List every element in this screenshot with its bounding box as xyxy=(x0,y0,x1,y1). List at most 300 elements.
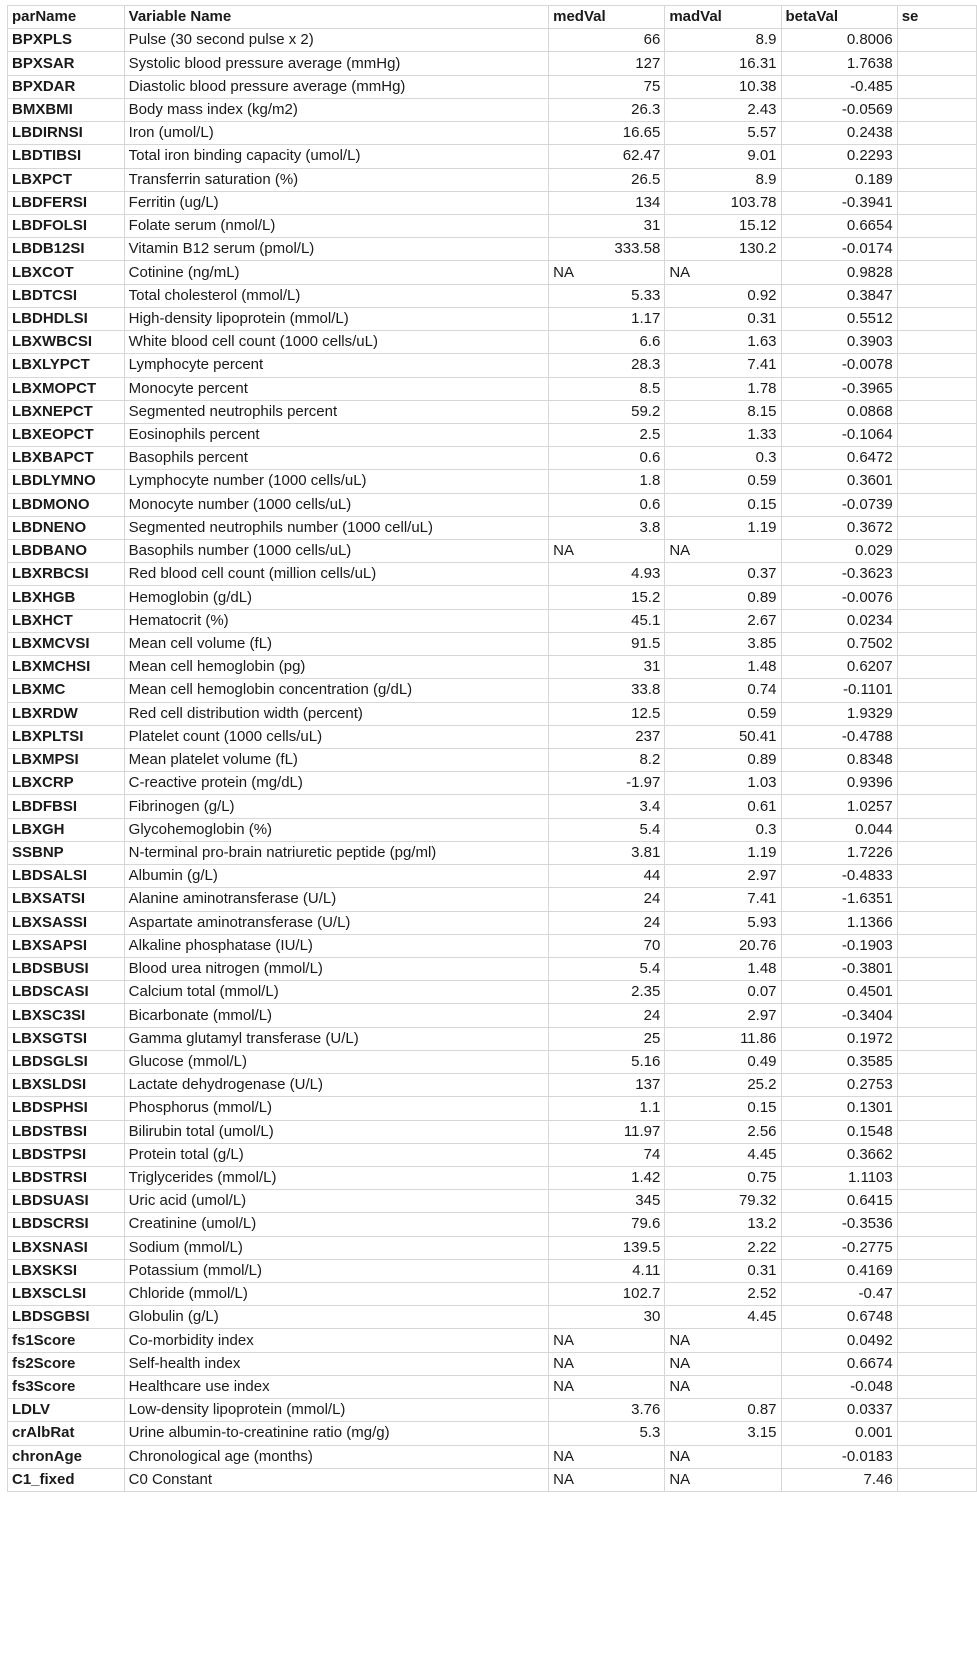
cell-madval[interactable]: 1.33 xyxy=(665,423,781,446)
cell-betaval[interactable]: -0.0078 xyxy=(781,354,897,377)
cell-madval[interactable]: 0.89 xyxy=(665,749,781,772)
cell-parname[interactable]: LBDSTBSI xyxy=(8,1120,125,1143)
cell-betaval[interactable]: 0.0337 xyxy=(781,1399,897,1422)
cell-se[interactable] xyxy=(897,1120,976,1143)
cell-parname[interactable]: LBDIRNSI xyxy=(8,122,125,145)
cell-medval[interactable]: 237 xyxy=(549,725,665,748)
cell-parname[interactable]: LBXHGB xyxy=(8,586,125,609)
cell-parname[interactable]: LBXRBCSI xyxy=(8,563,125,586)
cell-variable-name[interactable]: Mean cell hemoglobin (pg) xyxy=(124,656,548,679)
cell-se[interactable] xyxy=(897,493,976,516)
cell-betaval[interactable]: -0.3404 xyxy=(781,1004,897,1027)
cell-se[interactable] xyxy=(897,865,976,888)
cell-se[interactable] xyxy=(897,1236,976,1259)
cell-medval[interactable]: 5.16 xyxy=(549,1050,665,1073)
cell-parname[interactable]: BPXPLS xyxy=(8,29,125,52)
cell-medval[interactable]: 6.6 xyxy=(549,331,665,354)
cell-parname[interactable]: LBDLYMNO xyxy=(8,470,125,493)
cell-medval[interactable]: 1.17 xyxy=(549,307,665,330)
cell-medval[interactable]: 62.47 xyxy=(549,145,665,168)
cell-betaval[interactable]: -0.048 xyxy=(781,1375,897,1398)
cell-parname[interactable]: LBDFOLSI xyxy=(8,214,125,237)
cell-betaval[interactable]: -0.4833 xyxy=(781,865,897,888)
cell-medval[interactable]: 26.3 xyxy=(549,98,665,121)
cell-parname[interactable]: BMXBMI xyxy=(8,98,125,121)
cell-variable-name[interactable]: Red blood cell count (million cells/uL) xyxy=(124,563,548,586)
cell-betaval[interactable]: 1.1366 xyxy=(781,911,897,934)
cell-variable-name[interactable]: Urine albumin-to-creatinine ratio (mg/g) xyxy=(124,1422,548,1445)
cell-parname[interactable]: LBXWBCSI xyxy=(8,331,125,354)
cell-madval[interactable]: 2.67 xyxy=(665,609,781,632)
cell-se[interactable] xyxy=(897,238,976,261)
cell-parname[interactable]: LBDTIBSI xyxy=(8,145,125,168)
cell-variable-name[interactable]: Bilirubin total (umol/L) xyxy=(124,1120,548,1143)
cell-se[interactable] xyxy=(897,470,976,493)
cell-betaval[interactable]: 1.0257 xyxy=(781,795,897,818)
cell-parname[interactable]: LBXSGTSI xyxy=(8,1027,125,1050)
cell-betaval[interactable]: -0.1101 xyxy=(781,679,897,702)
cell-medval[interactable]: 0.6 xyxy=(549,447,665,470)
cell-madval[interactable]: 1.19 xyxy=(665,841,781,864)
cell-betaval[interactable]: 0.2438 xyxy=(781,122,897,145)
cell-madval[interactable]: NA xyxy=(665,1468,781,1491)
cell-betaval[interactable]: 0.6654 xyxy=(781,214,897,237)
cell-variable-name[interactable]: Systolic blood pressure average (mmHg) xyxy=(124,52,548,75)
cell-parname[interactable]: SSBNP xyxy=(8,841,125,864)
cell-variable-name[interactable]: Lactate dehydrogenase (U/L) xyxy=(124,1074,548,1097)
cell-se[interactable] xyxy=(897,191,976,214)
cell-madval[interactable]: 0.37 xyxy=(665,563,781,586)
cell-medval[interactable]: 2.35 xyxy=(549,981,665,1004)
cell-betaval[interactable]: 1.9329 xyxy=(781,702,897,725)
cell-variable-name[interactable]: Glycohemoglobin (%) xyxy=(124,818,548,841)
cell-se[interactable] xyxy=(897,400,976,423)
cell-medval[interactable]: 8.5 xyxy=(549,377,665,400)
cell-se[interactable] xyxy=(897,888,976,911)
cell-betaval[interactable]: 0.6674 xyxy=(781,1352,897,1375)
cell-parname[interactable]: LBXEOPCT xyxy=(8,423,125,446)
cell-variable-name[interactable]: Body mass index (kg/m2) xyxy=(124,98,548,121)
cell-medval[interactable]: 5.4 xyxy=(549,818,665,841)
cell-parname[interactable]: chronAge xyxy=(8,1445,125,1468)
cell-se[interactable] xyxy=(897,563,976,586)
cell-variable-name[interactable]: Globulin (g/L) xyxy=(124,1306,548,1329)
cell-parname[interactable]: LBXPLTSI xyxy=(8,725,125,748)
cell-variable-name[interactable]: Aspartate aminotransferase (U/L) xyxy=(124,911,548,934)
cell-medval[interactable]: 12.5 xyxy=(549,702,665,725)
cell-medval[interactable]: 44 xyxy=(549,865,665,888)
cell-parname[interactable]: LBDMONO xyxy=(8,493,125,516)
cell-parname[interactable]: fs2Score xyxy=(8,1352,125,1375)
cell-betaval[interactable]: 0.0868 xyxy=(781,400,897,423)
cell-variable-name[interactable]: Alkaline phosphatase (IU/L) xyxy=(124,934,548,957)
cell-parname[interactable]: LBXMPSI xyxy=(8,749,125,772)
cell-betaval[interactable]: 0.0492 xyxy=(781,1329,897,1352)
cell-madval[interactable]: NA xyxy=(665,261,781,284)
cell-se[interactable] xyxy=(897,540,976,563)
cell-se[interactable] xyxy=(897,1190,976,1213)
cell-variable-name[interactable]: Phosphorus (mmol/L) xyxy=(124,1097,548,1120)
cell-madval[interactable]: 2.97 xyxy=(665,1004,781,1027)
cell-se[interactable] xyxy=(897,911,976,934)
cell-variable-name[interactable]: C-reactive protein (mg/dL) xyxy=(124,772,548,795)
cell-betaval[interactable]: 0.029 xyxy=(781,540,897,563)
cell-medval[interactable]: 31 xyxy=(549,656,665,679)
cell-variable-name[interactable]: High-density lipoprotein (mmol/L) xyxy=(124,307,548,330)
cell-medval[interactable]: 1.8 xyxy=(549,470,665,493)
cell-variable-name[interactable]: Mean cell volume (fL) xyxy=(124,632,548,655)
cell-se[interactable] xyxy=(897,377,976,400)
cell-madval[interactable]: 0.3 xyxy=(665,818,781,841)
cell-betaval[interactable]: -0.3941 xyxy=(781,191,897,214)
cell-se[interactable] xyxy=(897,75,976,98)
cell-parname[interactable]: LBXRDW xyxy=(8,702,125,725)
cell-se[interactable] xyxy=(897,632,976,655)
cell-madval[interactable]: 0.87 xyxy=(665,1399,781,1422)
cell-betaval[interactable]: 0.1548 xyxy=(781,1120,897,1143)
cell-parname[interactable]: LBDSCASI xyxy=(8,981,125,1004)
cell-madval[interactable]: NA xyxy=(665,1375,781,1398)
cell-madval[interactable]: 130.2 xyxy=(665,238,781,261)
cell-betaval[interactable]: -0.1064 xyxy=(781,423,897,446)
cell-variable-name[interactable]: Red cell distribution width (percent) xyxy=(124,702,548,725)
header-medval[interactable]: medVal xyxy=(549,6,665,29)
cell-parname[interactable]: LBXSASSI xyxy=(8,911,125,934)
cell-medval[interactable]: 333.58 xyxy=(549,238,665,261)
cell-variable-name[interactable]: Uric acid (umol/L) xyxy=(124,1190,548,1213)
cell-parname[interactable]: LBXNEPCT xyxy=(8,400,125,423)
cell-variable-name[interactable]: Hematocrit (%) xyxy=(124,609,548,632)
cell-betaval[interactable]: 0.1972 xyxy=(781,1027,897,1050)
cell-parname[interactable]: LBXCOT xyxy=(8,261,125,284)
cell-madval[interactable]: 50.41 xyxy=(665,725,781,748)
cell-madval[interactable]: 16.31 xyxy=(665,52,781,75)
cell-variable-name[interactable]: White blood cell count (1000 cells/uL) xyxy=(124,331,548,354)
cell-se[interactable] xyxy=(897,331,976,354)
cell-se[interactable] xyxy=(897,1399,976,1422)
cell-medval[interactable]: 31 xyxy=(549,214,665,237)
cell-betaval[interactable]: 0.3847 xyxy=(781,284,897,307)
cell-se[interactable] xyxy=(897,284,976,307)
cell-se[interactable] xyxy=(897,1306,976,1329)
cell-se[interactable] xyxy=(897,1050,976,1073)
cell-madval[interactable]: 0.15 xyxy=(665,493,781,516)
cell-medval[interactable]: 1.1 xyxy=(549,1097,665,1120)
cell-medval[interactable]: 66 xyxy=(549,29,665,52)
cell-se[interactable] xyxy=(897,749,976,772)
cell-medval[interactable]: NA xyxy=(549,261,665,284)
cell-variable-name[interactable]: Creatinine (umol/L) xyxy=(124,1213,548,1236)
cell-madval[interactable]: 3.85 xyxy=(665,632,781,655)
cell-parname[interactable]: LBDHDLSI xyxy=(8,307,125,330)
cell-parname[interactable]: LBXMC xyxy=(8,679,125,702)
cell-parname[interactable]: BPXDAR xyxy=(8,75,125,98)
cell-medval[interactable]: 24 xyxy=(549,888,665,911)
cell-medval[interactable]: NA xyxy=(549,1468,665,1491)
cell-variable-name[interactable]: Chloride (mmol/L) xyxy=(124,1283,548,1306)
cell-parname[interactable]: LBXMCHSI xyxy=(8,656,125,679)
cell-se[interactable] xyxy=(897,1352,976,1375)
cell-madval[interactable]: 0.74 xyxy=(665,679,781,702)
cell-se[interactable] xyxy=(897,1375,976,1398)
cell-variable-name[interactable]: Lymphocyte number (1000 cells/uL) xyxy=(124,470,548,493)
cell-medval[interactable]: 5.3 xyxy=(549,1422,665,1445)
cell-se[interactable] xyxy=(897,586,976,609)
cell-betaval[interactable]: -0.47 xyxy=(781,1283,897,1306)
cell-medval[interactable]: 74 xyxy=(549,1143,665,1166)
cell-variable-name[interactable]: Albumin (g/L) xyxy=(124,865,548,888)
cell-madval[interactable]: 2.22 xyxy=(665,1236,781,1259)
cell-betaval[interactable]: 0.3585 xyxy=(781,1050,897,1073)
cell-madval[interactable]: 8.9 xyxy=(665,29,781,52)
cell-parname[interactable]: LBDB12SI xyxy=(8,238,125,261)
cell-se[interactable] xyxy=(897,818,976,841)
cell-variable-name[interactable]: Potassium (mmol/L) xyxy=(124,1259,548,1282)
cell-betaval[interactable]: 0.6207 xyxy=(781,656,897,679)
cell-parname[interactable]: LBDBANO xyxy=(8,540,125,563)
cell-madval[interactable]: 0.07 xyxy=(665,981,781,1004)
cell-betaval[interactable]: 0.0234 xyxy=(781,609,897,632)
cell-medval[interactable]: 127 xyxy=(549,52,665,75)
cell-se[interactable] xyxy=(897,795,976,818)
cell-medval[interactable]: 16.65 xyxy=(549,122,665,145)
cell-se[interactable] xyxy=(897,307,976,330)
cell-parname[interactable]: LBDFERSI xyxy=(8,191,125,214)
cell-medval[interactable]: 75 xyxy=(549,75,665,98)
cell-medval[interactable]: 139.5 xyxy=(549,1236,665,1259)
cell-betaval[interactable]: 0.044 xyxy=(781,818,897,841)
cell-madval[interactable]: 1.48 xyxy=(665,957,781,980)
cell-betaval[interactable]: 0.3662 xyxy=(781,1143,897,1166)
cell-madval[interactable]: NA xyxy=(665,1352,781,1375)
cell-se[interactable] xyxy=(897,656,976,679)
cell-betaval[interactable]: -0.3965 xyxy=(781,377,897,400)
cell-medval[interactable]: 91.5 xyxy=(549,632,665,655)
cell-betaval[interactable]: 0.8006 xyxy=(781,29,897,52)
cell-parname[interactable]: LBDSGBSI xyxy=(8,1306,125,1329)
cell-madval[interactable]: 2.97 xyxy=(665,865,781,888)
cell-betaval[interactable]: 7.46 xyxy=(781,1468,897,1491)
cell-parname[interactable]: LBXSAPSI xyxy=(8,934,125,957)
cell-se[interactable] xyxy=(897,1422,976,1445)
cell-parname[interactable]: LBXMOPCT xyxy=(8,377,125,400)
cell-variable-name[interactable]: Pulse (30 second pulse x 2) xyxy=(124,29,548,52)
cell-madval[interactable]: 3.15 xyxy=(665,1422,781,1445)
cell-betaval[interactable]: 0.8348 xyxy=(781,749,897,772)
header-betaval[interactable]: betaVal xyxy=(781,6,897,29)
cell-medval[interactable]: 11.97 xyxy=(549,1120,665,1143)
cell-madval[interactable]: 7.41 xyxy=(665,888,781,911)
cell-se[interactable] xyxy=(897,261,976,284)
cell-variable-name[interactable]: Triglycerides (mmol/L) xyxy=(124,1166,548,1189)
cell-betaval[interactable]: 0.4501 xyxy=(781,981,897,1004)
cell-variable-name[interactable]: Gamma glutamyl transferase (U/L) xyxy=(124,1027,548,1050)
cell-betaval[interactable]: 0.2293 xyxy=(781,145,897,168)
cell-se[interactable] xyxy=(897,145,976,168)
cell-madval[interactable]: 0.59 xyxy=(665,702,781,725)
cell-parname[interactable]: LBXHCT xyxy=(8,609,125,632)
cell-medval[interactable]: NA xyxy=(549,540,665,563)
cell-medval[interactable]: 4.93 xyxy=(549,563,665,586)
cell-se[interactable] xyxy=(897,447,976,470)
cell-medval[interactable]: 45.1 xyxy=(549,609,665,632)
cell-se[interactable] xyxy=(897,679,976,702)
cell-parname[interactable]: LBXLYPCT xyxy=(8,354,125,377)
cell-parname[interactable]: LBDSBUSI xyxy=(8,957,125,980)
cell-medval[interactable]: 25 xyxy=(549,1027,665,1050)
cell-variable-name[interactable]: Hemoglobin (g/dL) xyxy=(124,586,548,609)
cell-betaval[interactable]: 0.001 xyxy=(781,1422,897,1445)
cell-se[interactable] xyxy=(897,772,976,795)
cell-se[interactable] xyxy=(897,214,976,237)
cell-se[interactable] xyxy=(897,1329,976,1352)
cell-madval[interactable]: 5.57 xyxy=(665,122,781,145)
cell-se[interactable] xyxy=(897,1074,976,1097)
cell-medval[interactable]: 33.8 xyxy=(549,679,665,702)
cell-madval[interactable]: 79.32 xyxy=(665,1190,781,1213)
cell-variable-name[interactable]: Blood urea nitrogen (mmol/L) xyxy=(124,957,548,980)
cell-variable-name[interactable]: Low-density lipoprotein (mmol/L) xyxy=(124,1399,548,1422)
cell-madval[interactable]: 0.75 xyxy=(665,1166,781,1189)
cell-se[interactable] xyxy=(897,52,976,75)
cell-parname[interactable]: fs1Score xyxy=(8,1329,125,1352)
cell-madval[interactable]: 0.15 xyxy=(665,1097,781,1120)
cell-se[interactable] xyxy=(897,1166,976,1189)
cell-parname[interactable]: LBDSPHSI xyxy=(8,1097,125,1120)
cell-se[interactable] xyxy=(897,981,976,1004)
cell-se[interactable] xyxy=(897,1004,976,1027)
cell-madval[interactable]: 1.19 xyxy=(665,516,781,539)
header-se[interactable]: se xyxy=(897,6,976,29)
cell-madval[interactable]: 5.93 xyxy=(665,911,781,934)
cell-betaval[interactable]: -0.485 xyxy=(781,75,897,98)
cell-parname[interactable]: LBDSTRSI xyxy=(8,1166,125,1189)
cell-variable-name[interactable]: Mean platelet volume (fL) xyxy=(124,749,548,772)
cell-parname[interactable]: C1_fixed xyxy=(8,1468,125,1491)
cell-medval[interactable]: 24 xyxy=(549,911,665,934)
cell-betaval[interactable]: 0.6748 xyxy=(781,1306,897,1329)
cell-medval[interactable]: 5.4 xyxy=(549,957,665,980)
cell-madval[interactable]: 2.43 xyxy=(665,98,781,121)
cell-se[interactable] xyxy=(897,122,976,145)
cell-betaval[interactable]: -1.6351 xyxy=(781,888,897,911)
cell-betaval[interactable]: 0.1301 xyxy=(781,1097,897,1120)
cell-madval[interactable]: 0.61 xyxy=(665,795,781,818)
cell-madval[interactable]: 15.12 xyxy=(665,214,781,237)
cell-medval[interactable]: 5.33 xyxy=(549,284,665,307)
cell-variable-name[interactable]: Healthcare use index xyxy=(124,1375,548,1398)
cell-madval[interactable]: 103.78 xyxy=(665,191,781,214)
cell-parname[interactable]: LBXSKSI xyxy=(8,1259,125,1282)
cell-madval[interactable]: 0.31 xyxy=(665,1259,781,1282)
cell-madval[interactable]: 1.63 xyxy=(665,331,781,354)
cell-variable-name[interactable]: Self-health index xyxy=(124,1352,548,1375)
cell-parname[interactable]: LBXBAPCT xyxy=(8,447,125,470)
cell-medval[interactable]: 345 xyxy=(549,1190,665,1213)
cell-madval[interactable]: NA xyxy=(665,1329,781,1352)
cell-parname[interactable]: LBDSTPSI xyxy=(8,1143,125,1166)
cell-parname[interactable]: LBDSUASI xyxy=(8,1190,125,1213)
cell-betaval[interactable]: 0.5512 xyxy=(781,307,897,330)
cell-medval[interactable]: NA xyxy=(549,1445,665,1468)
cell-parname[interactable]: LBXSCLSI xyxy=(8,1283,125,1306)
cell-variable-name[interactable]: N-terminal pro-brain natriuretic peptide (pg/ml) xyxy=(124,841,548,864)
cell-madval[interactable]: 2.52 xyxy=(665,1283,781,1306)
cell-parname[interactable]: LBXGH xyxy=(8,818,125,841)
cell-variable-name[interactable]: Folate serum (nmol/L) xyxy=(124,214,548,237)
cell-madval[interactable]: 2.56 xyxy=(665,1120,781,1143)
cell-se[interactable] xyxy=(897,1283,976,1306)
cell-betaval[interactable]: 0.3903 xyxy=(781,331,897,354)
cell-variable-name[interactable]: Fibrinogen (g/L) xyxy=(124,795,548,818)
cell-betaval[interactable]: 0.7502 xyxy=(781,632,897,655)
cell-medval[interactable]: 79.6 xyxy=(549,1213,665,1236)
cell-medval[interactable]: 59.2 xyxy=(549,400,665,423)
cell-betaval[interactable]: 1.1103 xyxy=(781,1166,897,1189)
cell-parname[interactable]: fs3Score xyxy=(8,1375,125,1398)
cell-variable-name[interactable]: Iron (umol/L) xyxy=(124,122,548,145)
cell-medval[interactable]: 134 xyxy=(549,191,665,214)
cell-variable-name[interactable]: Eosinophils percent xyxy=(124,423,548,446)
cell-madval[interactable]: 8.9 xyxy=(665,168,781,191)
cell-se[interactable] xyxy=(897,702,976,725)
cell-betaval[interactable]: -0.1903 xyxy=(781,934,897,957)
cell-parname[interactable]: LBXPCT xyxy=(8,168,125,191)
cell-medval[interactable]: 24 xyxy=(549,1004,665,1027)
cell-variable-name[interactable]: Diastolic blood pressure average (mmHg) xyxy=(124,75,548,98)
cell-betaval[interactable]: 0.3672 xyxy=(781,516,897,539)
cell-se[interactable] xyxy=(897,609,976,632)
cell-variable-name[interactable]: Vitamin B12 serum (pmol/L) xyxy=(124,238,548,261)
cell-madval[interactable]: NA xyxy=(665,540,781,563)
cell-betaval[interactable]: 0.4169 xyxy=(781,1259,897,1282)
cell-se[interactable] xyxy=(897,1097,976,1120)
cell-medval[interactable]: 102.7 xyxy=(549,1283,665,1306)
cell-variable-name[interactable]: Co-morbidity index xyxy=(124,1329,548,1352)
cell-betaval[interactable]: -0.3536 xyxy=(781,1213,897,1236)
cell-variable-name[interactable]: Platelet count (1000 cells/uL) xyxy=(124,725,548,748)
cell-madval[interactable]: 10.38 xyxy=(665,75,781,98)
cell-parname[interactable]: LBDSGLSI xyxy=(8,1050,125,1073)
cell-variable-name[interactable]: Monocyte number (1000 cells/uL) xyxy=(124,493,548,516)
cell-variable-name[interactable]: Segmented neutrophils percent xyxy=(124,400,548,423)
cell-variable-name[interactable]: Lymphocyte percent xyxy=(124,354,548,377)
cell-se[interactable] xyxy=(897,1027,976,1050)
cell-se[interactable] xyxy=(897,168,976,191)
cell-parname[interactable]: BPXSAR xyxy=(8,52,125,75)
cell-betaval[interactable]: 0.3601 xyxy=(781,470,897,493)
cell-se[interactable] xyxy=(897,98,976,121)
cell-medval[interactable]: 0.6 xyxy=(549,493,665,516)
cell-betaval[interactable]: 0.9828 xyxy=(781,261,897,284)
cell-variable-name[interactable]: Cotinine (ng/mL) xyxy=(124,261,548,284)
cell-variable-name[interactable]: C0 Constant xyxy=(124,1468,548,1491)
cell-madval[interactable]: 9.01 xyxy=(665,145,781,168)
cell-betaval[interactable]: 0.2753 xyxy=(781,1074,897,1097)
cell-betaval[interactable]: -0.0174 xyxy=(781,238,897,261)
cell-variable-name[interactable]: Protein total (g/L) xyxy=(124,1143,548,1166)
cell-variable-name[interactable]: Segmented neutrophils number (1000 cell/uL) xyxy=(124,516,548,539)
cell-variable-name[interactable]: Total cholesterol (mmol/L) xyxy=(124,284,548,307)
cell-betaval[interactable]: 0.6472 xyxy=(781,447,897,470)
cell-betaval[interactable]: -0.0183 xyxy=(781,1445,897,1468)
cell-parname[interactable]: LBDNENO xyxy=(8,516,125,539)
cell-betaval[interactable]: -0.3623 xyxy=(781,563,897,586)
cell-medval[interactable]: 4.11 xyxy=(549,1259,665,1282)
cell-madval[interactable]: 8.15 xyxy=(665,400,781,423)
cell-medval[interactable]: -1.97 xyxy=(549,772,665,795)
cell-se[interactable] xyxy=(897,1259,976,1282)
